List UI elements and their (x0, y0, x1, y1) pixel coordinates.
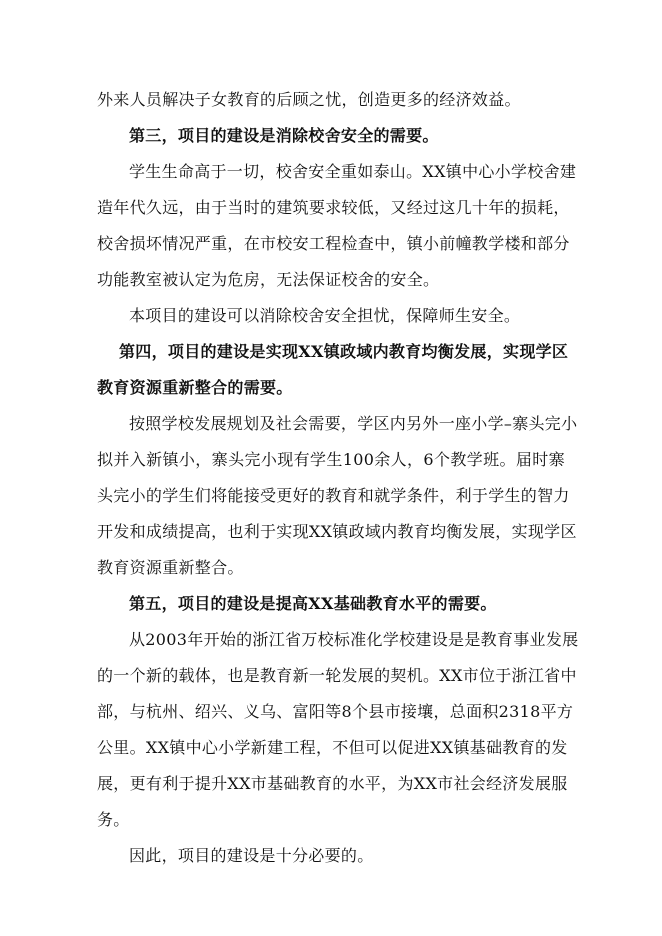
paragraph-line: 展，更有利于提升XX市基础教育的水平，为XX市社会经济发展服 (97, 774, 568, 793)
section-heading-fourth: 第四，项目的建设是实现XX镇政域内教育均衡发展，实现学区 (119, 342, 569, 361)
paragraph-line: 外来人员解决子女教育的后顾之忧，创造更多的经济效益。 (97, 90, 521, 109)
paragraph-line: 拟并入新镇小，寨头完小现有学生100余人，6个教学班。届时寨 (97, 450, 565, 469)
paragraph-line: 务。 (97, 810, 130, 829)
paragraph-line: 本项目的建设可以消除校舍安全担忧，保障师生安全。 (129, 306, 521, 325)
paragraph-line: 功能教室被认定为危房，无法保证校舍的安全。 (97, 270, 440, 289)
paragraph-line: 从2003年开始的浙江省万校标准化学校建设是是教育事业发展 (129, 630, 579, 649)
paragraph-line: 开发和成绩提高，也利于实现XX镇政域内教育均衡发展，实现学区 (97, 522, 577, 541)
paragraph-line: 校舍损坏情况严重，在市校安工程检查中，镇小前幢教学楼和部分 (97, 234, 570, 253)
paragraph-line: 公里。XX镇中心小学新建工程，不但可以促进XX镇基础教育的发 (97, 738, 568, 757)
paragraph-line: 教育资源重新整合。 (97, 558, 244, 577)
paragraph-line: 头完小的学生们将能接受更好的教育和就学条件，利于学生的智力 (97, 486, 570, 505)
document-page (97, 82, 579, 874)
section-heading-fifth: 第五，项目的建设是提高XX基础教育水平的需要。 (129, 594, 497, 613)
paragraph-line: 造年代久远，由于当时的建筑要求较低，又经过这几十年的损耗， (97, 198, 570, 217)
paragraph-line: 按照学校发展规划及社会需要，学区内另外一座小学–寨头完小 (129, 414, 578, 433)
paragraph-line: 部，与杭州、绍兴、义乌、富阳等8个县市接壤，总面积2318平方 (97, 702, 574, 721)
section-heading-fourth-cont: 教育资源重新整合的需要。 (97, 378, 293, 397)
paragraph-line: 学生生命高于一切，校舍安全重如泰山。XX镇中心小学校舍建 (129, 162, 577, 181)
paragraph-line: 因此，项目的建设是十分必要的。 (129, 846, 374, 865)
section-heading-third: 第三，项目的建设是消除校舍安全的需要。 (129, 126, 439, 145)
paragraph-line: 的一个新的载体，也是教育新一轮发展的契机。XX市位于浙江省中 (97, 666, 577, 685)
